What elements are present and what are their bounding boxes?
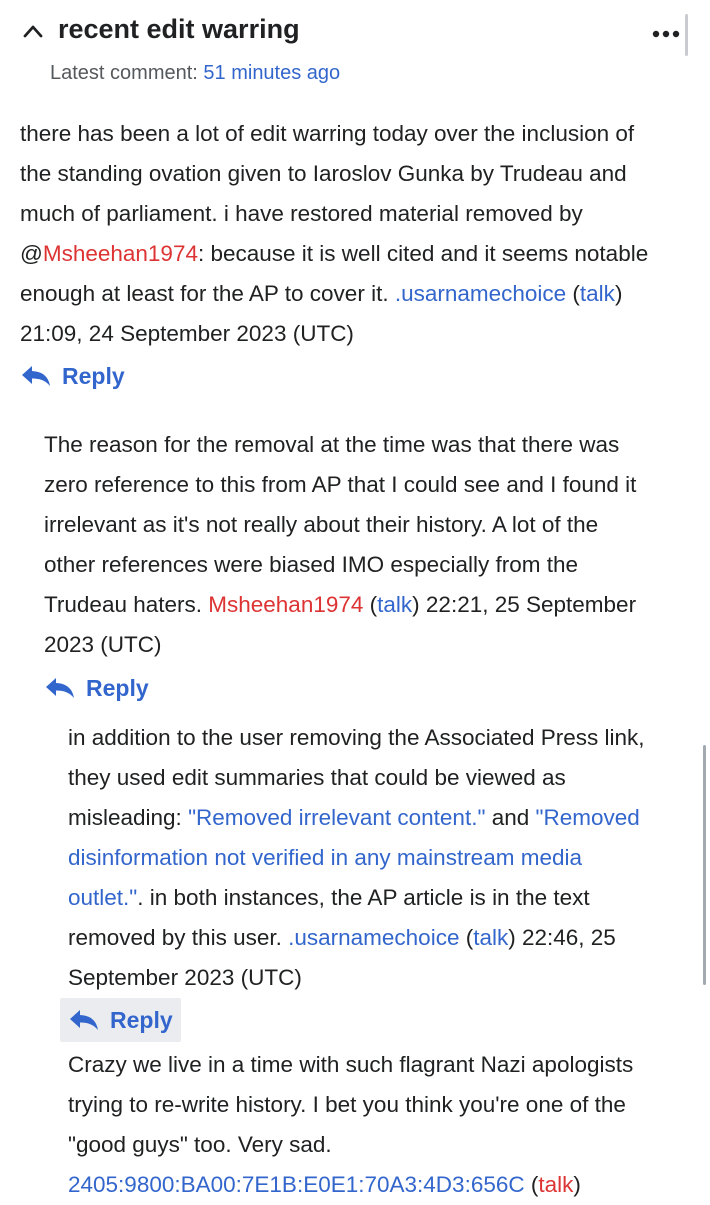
comment-line [68,1085,633,1125]
comment-timestamp [68,958,645,998]
reply-label: Reply [62,362,125,389]
user-mention-link[interactable]: Msheehan1974 [42,241,198,266]
latest-comment-meta [50,62,340,85]
comment-3 [68,718,645,998]
comment-text: ( [566,281,580,306]
comment-text: Crazy we live in a time with such flagrant Nazi apologists [68,1052,634,1077]
comment-text: enough at least for the AP to cover it. [20,281,395,306]
anon-contributions-link[interactable]: 2405:9800:BA00:7E1B:E0E1:70A3:4D3:656C [68,1172,525,1197]
comment-text: ) 22:46, 25 [508,925,616,950]
comment-text: much of parliament. i have restored material removed by [20,201,583,226]
comment-text: @ [20,241,43,266]
comment-text: 2023 (UTC) [44,632,162,657]
edit-summary-link[interactable]: disinformation not verified in any mainstream media [68,845,582,870]
edit-summary-link[interactable]: outlet." [68,885,138,910]
comment-text: and [485,805,536,830]
comment-text: ( [363,592,378,617]
comment-line [20,274,648,314]
reply-button[interactable] [60,998,181,1042]
comment-text: The reason for the removal at the time was that there was [44,432,620,457]
comment-line [20,194,648,234]
reply-arrow-icon [68,1008,100,1032]
comment-line [44,585,636,625]
comment-line [68,1125,633,1165]
comment-line [68,798,645,838]
comment-line [44,425,636,465]
comment-line [20,114,648,154]
user-signature-link[interactable]: .usarnamechoice [288,925,460,950]
reply-label: Reply [86,674,149,701]
topic-header [0,0,710,100]
comment-text: ( [524,1172,539,1197]
comment-line [68,1045,633,1085]
edge-indicator [685,14,688,56]
ellipsis-icon[interactable] [652,30,680,38]
chevron-up-icon[interactable] [22,22,44,40]
comment-text: they used edit summaries that could be viewed as [68,765,566,790]
latest-comment-label: Latest comment: [50,62,204,84]
comment-text: . in both instances, the AP article is in the text [137,885,590,910]
user-talk-link[interactable]: talk [377,592,413,617]
comment-line [68,718,645,758]
comment-line [68,878,645,918]
comment-text: ( [459,925,474,950]
comment-line [44,465,636,505]
comment-text: removed by this user. [68,925,289,950]
user-talk-link[interactable]: talk [538,1172,574,1197]
comment-text: other references were biased IMO especially from the [44,552,578,577]
user-signature-link[interactable]: Msheehan1974 [208,592,364,617]
comment-line [68,918,645,958]
edit-summary-link[interactable]: "Removed [535,805,640,830]
comment-4 [68,1045,633,1205]
reply-arrow-icon [20,364,52,388]
comment-text: there has been a lot of edit warring today over the inclusion of [20,121,635,146]
comment-text: the standing ovation given to Iaroslov Gunka by Trudeau and [20,161,627,186]
comment-text: ) 22:21, 25 September [412,592,637,617]
comment-text: misleading: [68,805,189,830]
comment-2 [44,425,636,665]
comment-text: ) [614,281,623,306]
reply-label: Reply [110,1006,173,1033]
user-talk-link[interactable]: talk [579,281,615,306]
comment-text: 21:09, 24 September 2023 (UTC) [20,321,354,346]
comment-line [68,758,645,798]
comment-text: zero reference to this from AP that I could see and I found it [44,472,637,497]
comment-text: September 2023 (UTC) [68,965,302,990]
comment-timestamp [44,625,636,665]
edit-summary-link[interactable]: "Removed irrelevant content." [188,805,486,830]
comment-1 [20,114,648,354]
comment-text: ) [573,1172,581,1197]
comment-text: "good guys" too. Very sad. [68,1132,332,1157]
comment-line [20,234,648,274]
topic-title: recent edit warring [58,14,300,44]
comment-text: trying to re-write history. I bet you think you're one of the [68,1092,626,1117]
comment-line [44,505,636,545]
reply-button[interactable] [44,668,149,708]
comment-line [20,154,648,194]
reply-button[interactable] [20,356,125,396]
comment-text: Trudeau haters. [44,592,209,617]
comment-line [44,545,636,585]
latest-comment-link[interactable]: 51 minutes ago [203,62,341,84]
user-talk-link[interactable]: talk [473,925,509,950]
user-signature-link[interactable]: .usarnamechoice [394,281,567,306]
comment-text: in addition to the user removing the Associated Press link, [68,725,645,750]
comment-timestamp [20,314,648,354]
comment-text: : because it is well cited and it seems notable [197,241,649,266]
comment-line [68,1165,633,1205]
comment-line [68,838,645,878]
reply-arrow-icon [44,676,76,700]
comment-text: irrelevant as it's not really about their history. A lot of the [44,512,599,537]
scrollbar[interactable] [703,745,706,985]
